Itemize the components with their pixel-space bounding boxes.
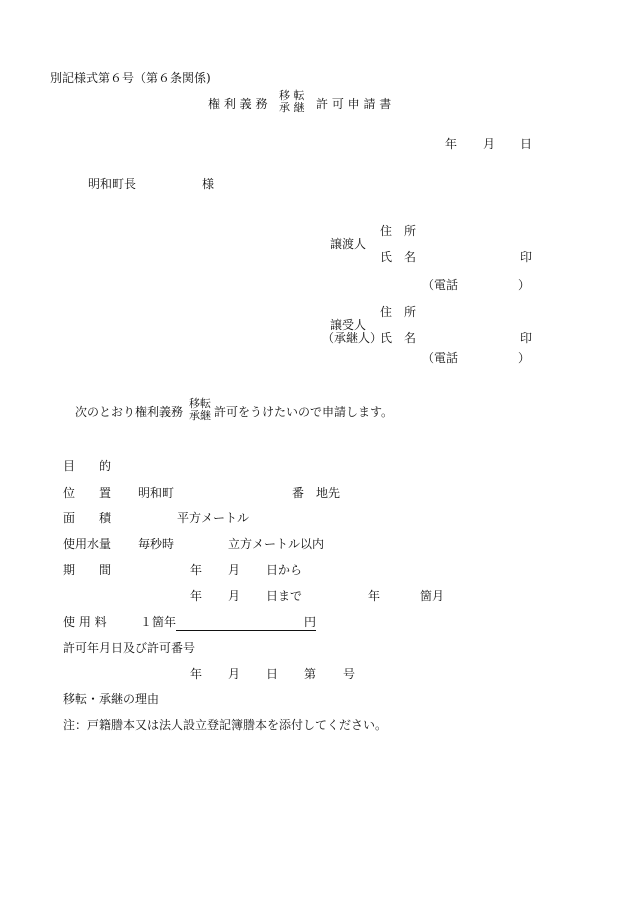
transferee-seal: 印 [520, 331, 533, 345]
period-from: 日から [266, 563, 303, 577]
location-town: 明和町 [138, 486, 175, 500]
period-label: 期 間 [63, 563, 112, 577]
transferor-name-label: 氏 名 [380, 250, 417, 264]
transferee-label-sub: （承継人） [322, 331, 383, 345]
area-label: 面 積 [63, 511, 112, 525]
transferor-phone-close: ） [518, 278, 531, 292]
title-stack [279, 90, 305, 113]
transferee-phone-close: ） [518, 351, 531, 365]
title-stack-bottom: 承 継 [279, 100, 305, 114]
fee-label: 使 用 料 [63, 615, 107, 629]
addressee-name: 明和町長 [88, 177, 137, 191]
permit-day: 日 [266, 667, 279, 681]
date-day: 日 [520, 137, 533, 151]
location-label: 位 置 [63, 486, 112, 500]
permit-label: 許可年月日及び許可番号 [63, 641, 196, 655]
transferee-name-label: 氏 名 [380, 331, 417, 345]
water-label: 使用水量 [63, 537, 112, 551]
period-start-year: 年 [190, 563, 203, 577]
reason-label: 移転・承継の理由 [63, 692, 160, 706]
fee-underline [176, 630, 316, 631]
period-duration-months: 箇月 [420, 589, 445, 603]
period-start-month: 月 [228, 563, 241, 577]
fee-per: １箇年 [140, 615, 177, 629]
area-unit: 平方メートル [177, 511, 250, 525]
purpose-label: 目 的 [63, 459, 112, 473]
addressee-honorific: 様 [202, 177, 215, 191]
transferee-address-label: 住 所 [380, 305, 417, 319]
permit-dai: 第 [304, 667, 317, 681]
statement-prefix: 次のとおり権利義務 [75, 405, 184, 419]
form-number: 別記様式第６号（第６条関係) [50, 71, 211, 85]
transferor-label: 譲渡人 [330, 237, 367, 251]
period-end-month: 月 [228, 589, 241, 603]
title-left: 権 利 義 務 [208, 97, 268, 111]
title-right: 許 可 申 請 書 [316, 97, 392, 111]
transferee-label: 譲受人 [330, 318, 367, 332]
date-month: 月 [483, 137, 496, 151]
transferor-seal: 印 [520, 250, 533, 264]
transferor-phone-open: （電話 [422, 278, 459, 292]
period-end-year: 年 [190, 589, 203, 603]
location-suffix: 地先 [316, 486, 341, 500]
permit-month: 月 [228, 667, 241, 681]
period-duration-years: 年 [368, 589, 381, 603]
date-year: 年 [445, 137, 458, 151]
transferee-phone-open: （電話 [422, 351, 459, 365]
transferor-address-label: 住 所 [380, 224, 417, 238]
fee-unit: 円 [304, 615, 317, 629]
period-to: 日まで [266, 589, 303, 603]
title-stack-top: 移 転 [279, 89, 305, 102]
water-unit: 立方メートル以内 [228, 537, 325, 551]
location-ban: 番 [292, 486, 305, 500]
statement-stack-top: 移転 [189, 397, 211, 410]
water-rate: 毎秒時 [138, 537, 175, 551]
permit-year: 年 [190, 667, 203, 681]
statement-stack [189, 398, 211, 421]
statement-stack-bottom: 承継 [189, 408, 211, 422]
statement-suffix: 許可をうけたいので申請します。 [214, 405, 394, 419]
permit-go: 号 [343, 667, 356, 681]
attachment-note: 注：戸籍謄本又は法人設立登記簿謄本を添付してください。 [63, 718, 388, 732]
